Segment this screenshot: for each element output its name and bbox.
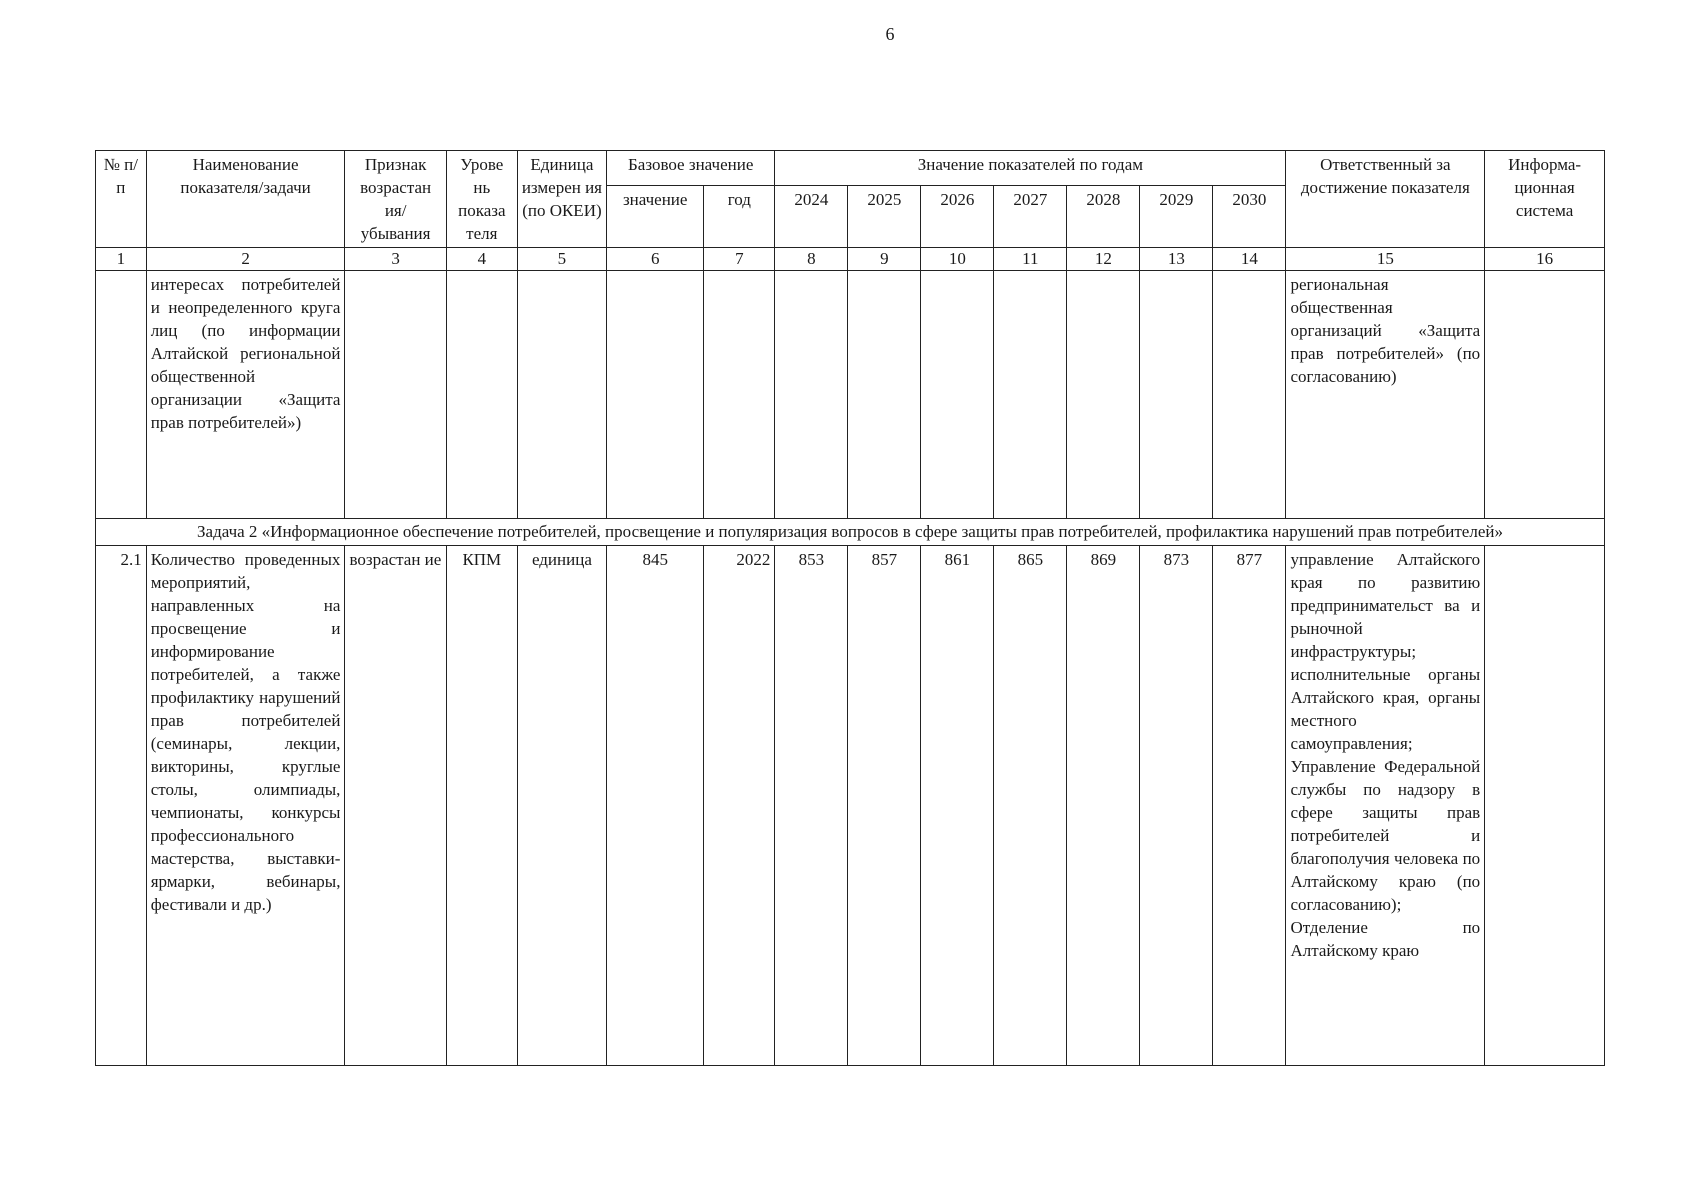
column-number: 16 xyxy=(1485,248,1605,271)
column-number: 7 xyxy=(704,248,775,271)
column-number: 8 xyxy=(775,248,848,271)
indicators-table xyxy=(95,150,1605,1066)
row-number: 2.1 xyxy=(96,546,147,1066)
year-value: 873 xyxy=(1140,546,1213,1066)
header-name: Наименование показателя/задачи xyxy=(146,151,345,248)
indicator-level: КПМ xyxy=(446,546,517,1066)
column-number: 1 xyxy=(96,248,147,271)
continued-row xyxy=(96,271,1605,519)
column-number: 4 xyxy=(446,248,517,271)
header-responsible: Ответственный за достижение показателя xyxy=(1286,151,1485,248)
header-level: Урове нь показа теля xyxy=(446,151,517,248)
base-value: 845 xyxy=(607,546,704,1066)
header-info-system: Информа-ционная система xyxy=(1485,151,1605,248)
header-values-by-year: Значение показателей по годам xyxy=(775,151,1286,186)
header-unit: Единица измерен ия (по ОКЕИ) xyxy=(517,151,606,248)
column-number: 12 xyxy=(1067,248,1140,271)
header-sign: Признак возрастан ия/ убывания xyxy=(345,151,446,248)
column-number: 13 xyxy=(1140,248,1213,271)
column-number: 15 xyxy=(1286,248,1485,271)
header-row-1 xyxy=(96,151,1605,186)
year-value: 853 xyxy=(775,546,848,1066)
header-year: 2029 xyxy=(1140,186,1213,248)
header-base-year: год xyxy=(704,186,775,248)
indicator-name: Количество проведенных мероприятий, направленных на просвещение и информирование потребителей, а также профилактику нарушений прав потребителей (семинары, лекции, викторины, круглые столы, олимпиады, чемпионаты, конкурсы профессионального мастерства, выставки-ярмарки, вебинары, фестивали и др.) xyxy=(146,546,345,1066)
column-number: 6 xyxy=(607,248,704,271)
header-base-value: значение xyxy=(607,186,704,248)
task-row xyxy=(96,519,1605,546)
header-year: 2030 xyxy=(1213,186,1286,248)
header-year: 2024 xyxy=(775,186,848,248)
task-2-title: Задача 2 «Информационное обеспечение потребителей, просвещение и популяризация вопросов в сфере защиты прав потребителей, профилактика нарушений прав потребителей» xyxy=(96,519,1605,546)
info-system xyxy=(1485,546,1605,1066)
continued-indicator-name: интересах потребителей и неопределенного круга лиц (по информации Алтайской региональной общественной организации «Защита прав потребителей») xyxy=(146,271,345,519)
continued-responsible: региональная общественная организаций «Защита прав потребителей» (по согласованию) xyxy=(1286,271,1485,519)
column-number: 2 xyxy=(146,248,345,271)
page-number: 6 xyxy=(885,24,895,44)
indicator-unit: единица xyxy=(517,546,606,1066)
indicator-sign: возрастан ие xyxy=(345,546,446,1066)
year-value: 877 xyxy=(1213,546,1286,1066)
header-year: 2026 xyxy=(921,186,994,248)
column-number: 9 xyxy=(848,248,921,271)
header-base: Базовое значение xyxy=(607,151,775,186)
column-number: 14 xyxy=(1213,248,1286,271)
column-number: 11 xyxy=(994,248,1067,271)
year-value: 865 xyxy=(994,546,1067,1066)
year-value: 869 xyxy=(1067,546,1140,1066)
column-number-row xyxy=(96,248,1605,271)
column-number: 5 xyxy=(517,248,606,271)
year-value: 861 xyxy=(921,546,994,1066)
responsible: управление Алтайского края по развитию предпринимательст ва и рыночной инфраструктуры; исполнительные органы Алтайского края, органы местного самоуправления; Управление Федеральной службы по надзору в сфере защиты прав потребителей и благополучия человека по Алтайскому краю (по согласованию); Отделение по Алтайскому краю xyxy=(1286,546,1485,1066)
column-number: 3 xyxy=(345,248,446,271)
column-number: 10 xyxy=(921,248,994,271)
year-value: 857 xyxy=(848,546,921,1066)
header-year: 2027 xyxy=(994,186,1067,248)
header-year: 2025 xyxy=(848,186,921,248)
header-year: 2028 xyxy=(1067,186,1140,248)
table-row xyxy=(96,546,1605,1066)
base-year: 2022 xyxy=(704,546,775,1066)
header-no: № п/п xyxy=(96,151,147,248)
